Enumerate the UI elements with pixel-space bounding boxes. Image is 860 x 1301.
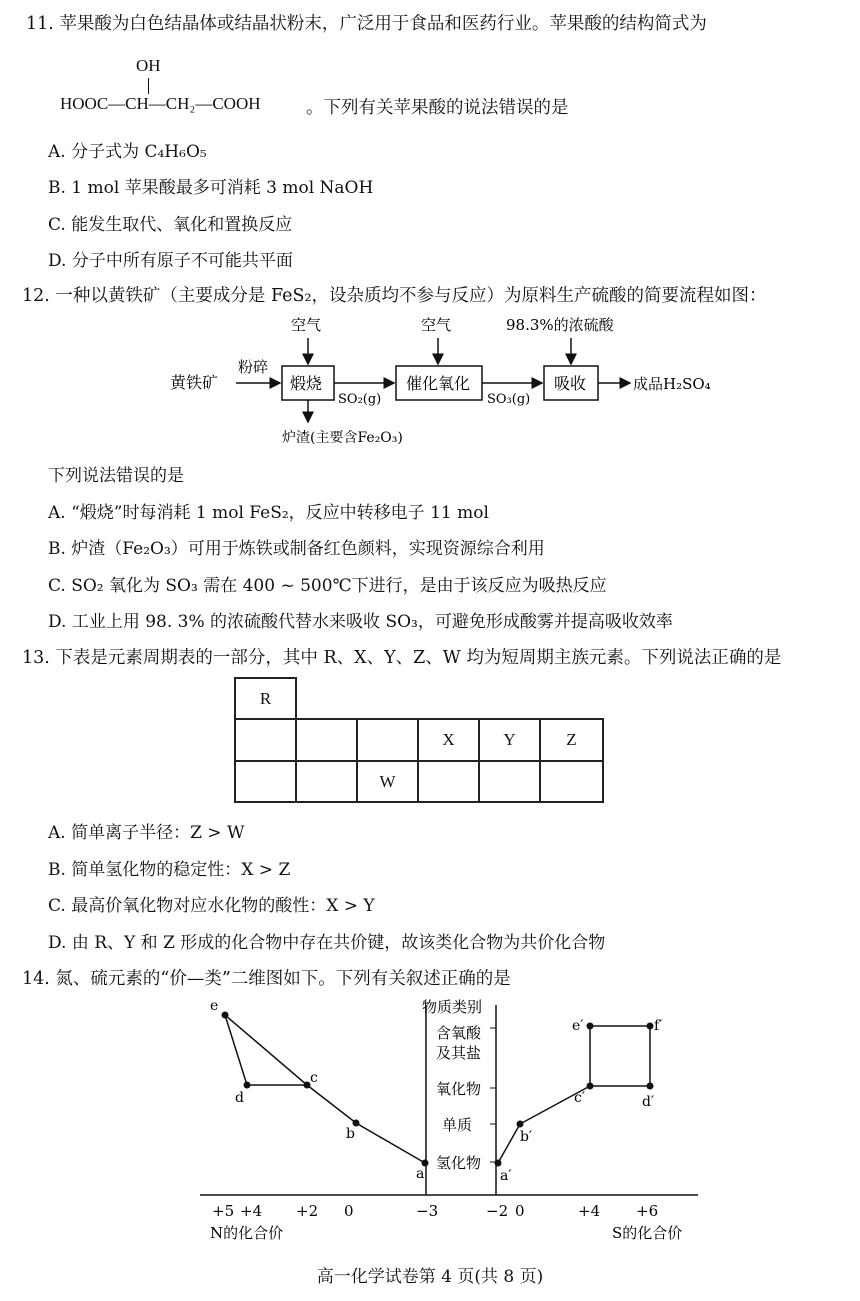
q12-option-c: C. SO₂ 氧化为 SO₃ 需在 400 ~ 500℃下进行，是由于该反应为吸热反应 bbox=[48, 576, 607, 596]
point-a-prime bbox=[495, 1160, 502, 1167]
n-tick-plus2: +2 bbox=[296, 1202, 319, 1220]
cell-z: Z bbox=[539, 718, 604, 762]
cell-x: X bbox=[417, 718, 480, 762]
s-tick-plus6: +6 bbox=[636, 1202, 659, 1220]
cell-y: Y bbox=[478, 718, 541, 762]
label-d-prime: d′ bbox=[642, 1094, 655, 1110]
cell-r: R bbox=[234, 677, 297, 720]
cell-w: W bbox=[356, 760, 419, 803]
q14-valence-class-chart bbox=[190, 990, 710, 1250]
cell-empty bbox=[295, 718, 358, 762]
label-c-prime: c′ bbox=[574, 1090, 586, 1106]
q11-stem: 11. 苹果酸为白色结晶体或结晶状粉末，广泛用于食品和医药行业。苹果酸的结构简式为 bbox=[26, 14, 707, 34]
label-c: c bbox=[310, 1070, 318, 1086]
q11-option-b: B. 1 mol 苹果酸最多可消耗 3 mol NaOH bbox=[48, 178, 374, 198]
cell-empty bbox=[356, 718, 419, 762]
label-a: a bbox=[416, 1166, 425, 1182]
flow-acid: 98.3%的浓硫酸 bbox=[506, 316, 614, 334]
flow-product: 成品H₂SO₄ bbox=[633, 375, 711, 393]
s-tick-minus2: −2 bbox=[486, 1202, 509, 1220]
q11-formula-bond bbox=[148, 78, 149, 94]
q11-option-a: A. 分子式为 C₄H₆O₅ bbox=[48, 142, 207, 162]
cat-element: 单质 bbox=[442, 1116, 473, 1134]
q12-option-a: A. “煅烧”时每消耗 1 mol FeS₂，反应中转移电子 11 mol bbox=[48, 503, 489, 523]
cell-empty bbox=[295, 760, 358, 803]
flow-so2: SO₂(g) bbox=[338, 392, 382, 407]
point-c-prime bbox=[587, 1083, 594, 1090]
q11-option-c: C. 能发生取代、氧化和置换反应 bbox=[48, 215, 293, 235]
point-d-prime bbox=[647, 1083, 654, 1090]
flow-box3-label: 吸收 bbox=[554, 374, 587, 393]
point-b-prime bbox=[517, 1121, 524, 1128]
q12-option-d: D. 工业上用 98. 3% 的浓硫酸代替水来吸收 SO₃，可避免形成酸雾并提高吸收效率 bbox=[48, 612, 673, 632]
s-axis-label: S的化合价 bbox=[612, 1224, 683, 1242]
flow-box2-label: 催化氧化 bbox=[406, 374, 471, 393]
q13-option-d: D. 由 R、Y 和 Z 形成的化合物中存在共价键，故该类化合物为共价化合物 bbox=[48, 933, 606, 953]
cat-oxide: 氧化物 bbox=[436, 1080, 482, 1098]
q12-option-b: B. 炉渣（Fe₂O₃）可用于炼铁或制备红色颜料，实现资源综合利用 bbox=[48, 539, 545, 559]
s-tick-plus4: +4 bbox=[578, 1202, 601, 1220]
point-e-prime bbox=[587, 1023, 594, 1030]
cell-empty bbox=[478, 760, 541, 803]
n-tick-0: 0 bbox=[344, 1202, 354, 1220]
n-tick-plus5: +5 bbox=[212, 1202, 235, 1220]
cat-hydride: 氢化物 bbox=[436, 1154, 482, 1172]
flow-box1-label: 煅烧 bbox=[290, 374, 323, 393]
point-e bbox=[222, 1012, 229, 1019]
s-tick-0: 0 bbox=[515, 1202, 525, 1220]
q14-stem: 14. 氮、硫元素的“价—类”二维图如下。下列有关叙述正确的是 bbox=[22, 969, 511, 989]
page-footer: 高一化学试卷第 4 页(共 8 页) bbox=[316, 1267, 544, 1287]
cat-salt: 及其盐 bbox=[436, 1044, 482, 1062]
label-e: e bbox=[210, 998, 219, 1014]
point-f-prime bbox=[647, 1023, 654, 1030]
q12-sub: 下列说法错误的是 bbox=[48, 466, 184, 486]
n-tick-minus3: −3 bbox=[416, 1202, 439, 1220]
q11-stem-tail: 。下列有关苹果酸的说法错误的是 bbox=[306, 98, 569, 118]
cell-empty bbox=[417, 760, 480, 803]
label-e-prime: e′ bbox=[572, 1018, 584, 1034]
flow-so3: SO₃(g) bbox=[487, 392, 531, 407]
cell-empty bbox=[234, 718, 297, 762]
n-axis-label: N的化合价 bbox=[210, 1224, 284, 1242]
q13-stem: 13. 下表是元素周期表的一部分，其中 R、X、Y、Z、W 均为短周期主族元素。下列说法正确的是 bbox=[22, 648, 782, 668]
cell-empty bbox=[539, 760, 604, 803]
point-d bbox=[244, 1082, 251, 1089]
q11-formula-oh: OH bbox=[136, 56, 161, 75]
axis-title: 物质类别 bbox=[422, 998, 483, 1016]
q12-stem: 12. 一种以黄铁矿（主要成分是 FeS₂，设杂质均不参与反应）为原料生产硫酸的简要流程如图： bbox=[22, 286, 767, 306]
flow-air1: 空气 bbox=[291, 316, 322, 334]
n-tick-plus4: +4 bbox=[240, 1202, 263, 1220]
flow-air2: 空气 bbox=[421, 316, 452, 334]
q13-option-b: B. 简单氢化物的稳定性：X > Z bbox=[48, 860, 291, 880]
q13-option-a: A. 简单离子半径：Z > W bbox=[48, 823, 245, 843]
label-d: d bbox=[235, 1090, 244, 1106]
label-f-prime: f′ bbox=[654, 1018, 663, 1034]
cat-oxyacid: 含氧酸 bbox=[436, 1024, 482, 1042]
label-b: b bbox=[346, 1126, 355, 1142]
q12-flow-diagram bbox=[170, 310, 730, 450]
label-a-prime: a′ bbox=[500, 1168, 512, 1184]
flow-crush: 粉碎 bbox=[238, 358, 269, 376]
flow-raw: 黄铁矿 bbox=[170, 373, 219, 392]
q11-formula-main: HOOC—CH—CH₂—COOH bbox=[60, 94, 261, 113]
flow-slag: 炉渣(主要含Fe₂O₃) bbox=[282, 430, 403, 446]
cell-empty bbox=[234, 760, 297, 803]
q13-option-c: C. 最高价氧化物对应水化物的酸性：X > Y bbox=[48, 896, 375, 916]
q11-option-d: D. 分子中所有原子不可能共平面 bbox=[48, 251, 293, 271]
label-b-prime: b′ bbox=[520, 1129, 533, 1145]
